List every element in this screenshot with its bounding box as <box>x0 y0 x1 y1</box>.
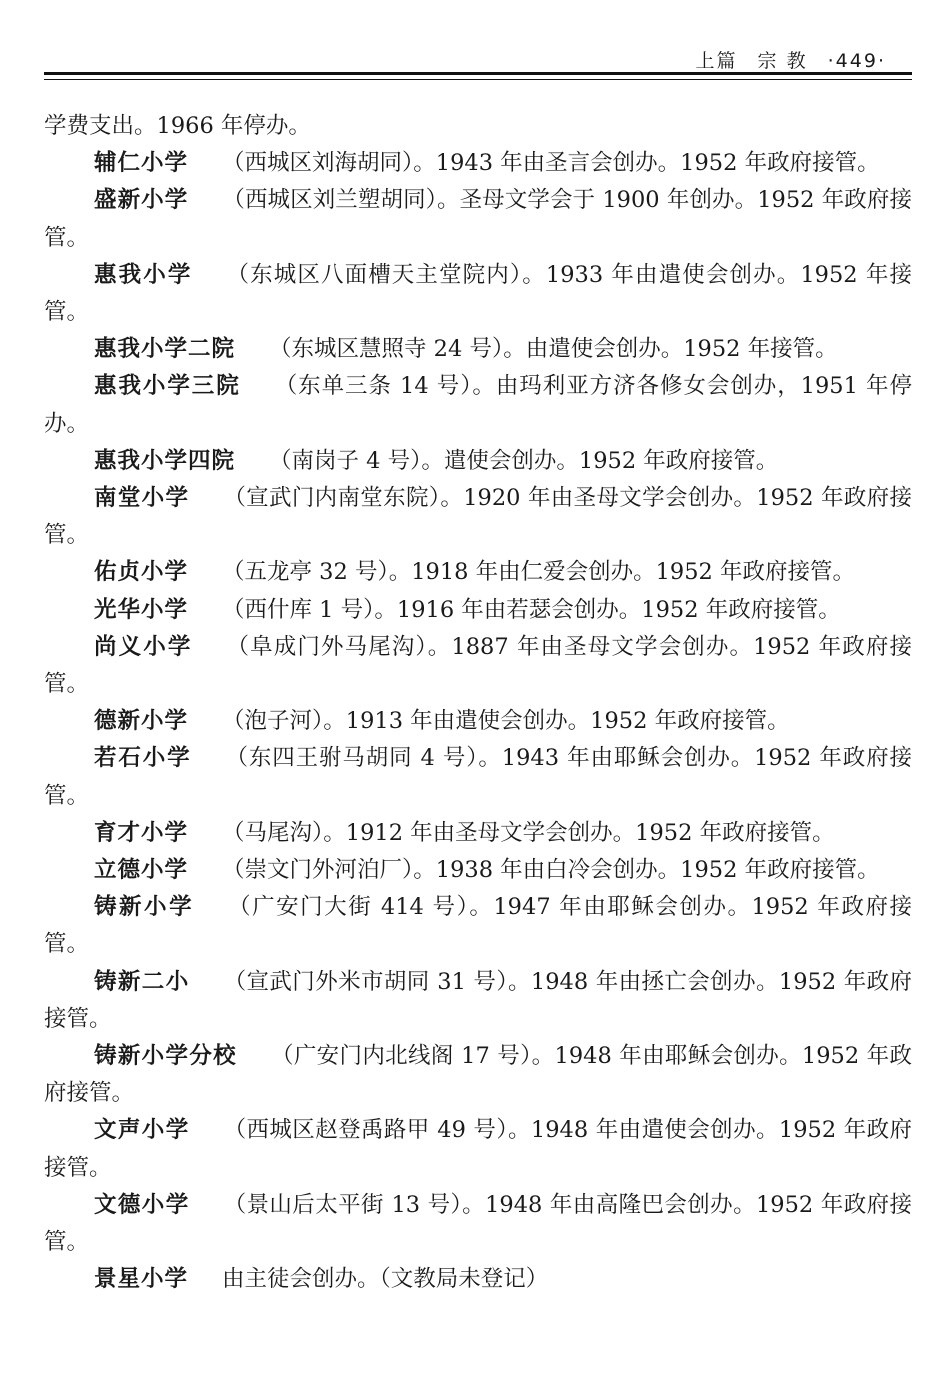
school-description: （西城区赵登禹路甲 49 号）。1948 年由遣使会创办。1952 年政府接管。 <box>44 1117 912 1181</box>
header-text <box>683 46 886 73</box>
school-name: 育才小学 <box>94 819 189 846</box>
school-description: （东四王驸马胡同 4 号）。1943 年由耶稣会创办。1952 年政府接管。 <box>44 745 912 809</box>
school-name: 辅仁小学 <box>94 150 189 177</box>
entry-paragraph <box>44 554 912 591</box>
entry-paragraph <box>44 703 912 740</box>
school-description: （东城区慧照寺 24 号）。由遣使会创办。1952 年接管。 <box>269 336 838 363</box>
school-name: 景星小学 <box>94 1266 189 1293</box>
school-name: 光华小学 <box>94 596 189 623</box>
school-description: （西城区刘海胡同）。1943 年由圣言会创办。1952 年政府接管。 <box>222 150 880 177</box>
school-name: 佑贞小学 <box>94 559 189 586</box>
school-description: （阜成门外马尾沟）。1887 年由圣母文学会创办。1952 年政府接管。 <box>44 633 912 698</box>
school-name: 铸新小学分校 <box>94 1043 237 1070</box>
school-name: 铸新小学 <box>94 894 195 921</box>
school-description: （宣武门内南堂东院）。1920 年由圣母文学会创办。1952 年政府接管。 <box>44 485 912 549</box>
school-description: （东城区八面槽天主堂院内）。1933 年由遣使会创办。1952 年接管。 <box>44 261 912 326</box>
school-name: 南堂小学 <box>94 485 190 512</box>
school-name: 若石小学 <box>94 745 192 772</box>
entry-paragraph <box>44 480 912 554</box>
entry-paragraph <box>44 368 912 442</box>
school-description: （南岗子 4 号）。遣使会创办。1952 年政府接管。 <box>269 447 779 474</box>
school-description: （西城区刘兰塑胡同）。圣母文学会于 1900 年创办。1952 年政府接管。 <box>44 187 912 251</box>
school-name: 铸新二小 <box>94 968 190 995</box>
entry-paragraph <box>44 740 912 814</box>
school-description: （五龙亭 32 号）。1918 年由仁爱会创办。1952 年政府接管。 <box>222 559 856 586</box>
header-chapter: 宗 教 <box>757 50 808 72</box>
school-description: （东单三条 14 号）。由玛利亚方济各修女会创办，1951 年停办。 <box>44 373 912 437</box>
page-number: ·449· <box>827 50 886 72</box>
header-rule-thin <box>44 79 912 80</box>
school-description: （宣武门外米市胡同 31 号）。1948 年由拯亡会创办。1952 年政府接管。 <box>44 968 912 1032</box>
entry-paragraph <box>44 852 912 889</box>
entry-paragraph <box>44 964 912 1038</box>
school-description: （泡子河）。1913 年由遣使会创办。1952 年政府接管。 <box>222 708 790 735</box>
header-rule-thick <box>44 72 912 75</box>
school-name: 文声小学 <box>94 1117 190 1144</box>
entry-paragraph <box>44 182 912 256</box>
entry-paragraph <box>44 889 912 963</box>
school-name: 惠我小学 <box>94 261 193 288</box>
entry-paragraph <box>44 1187 912 1261</box>
school-description: （西什库 1 号）。1916 年由若瑟会创办。1952 年政府接管。 <box>222 596 841 623</box>
school-description: （马尾沟）。1912 年由圣母文学会创办。1952 年政府接管。 <box>222 819 835 846</box>
entry-paragraph <box>44 443 912 480</box>
school-name: 德新小学 <box>94 708 189 735</box>
entry-paragraph <box>44 815 912 852</box>
school-name: 文德小学 <box>94 1191 190 1218</box>
school-description: 由主徒会创办。（文教局未登记） <box>222 1266 549 1293</box>
school-description: （广安门内北线阁 17 号）。1948 年由耶稣会创办。1952 年政府接管。 <box>44 1043 912 1107</box>
header-section: 上篇 <box>695 50 738 72</box>
entry-paragraph <box>44 1112 912 1186</box>
entry-paragraph <box>44 257 912 331</box>
entry-paragraph <box>44 592 912 629</box>
school-name: 尚义小学 <box>94 633 193 660</box>
school-name: 惠我小学四院 <box>94 447 236 474</box>
school-description: （景山后太平街 13 号）。1948 年由高隆巴会创办。1952 年政府接管。 <box>44 1191 912 1256</box>
page-body <box>44 108 912 1299</box>
school-name: 惠我小学二院 <box>94 336 236 363</box>
entry-paragraph <box>44 1261 912 1298</box>
school-name: 盛新小学 <box>94 187 189 214</box>
school-name: 惠我小学三院 <box>94 373 241 400</box>
entry-paragraph <box>44 145 912 182</box>
entry-paragraph <box>44 1038 912 1112</box>
school-description: （崇文门外河泊厂）。1938 年由白冷会创办。1952 年政府接管。 <box>222 857 880 884</box>
school-description: （广安门大街 414 号）。1947 年由耶稣会创办。1952 年政府接管。 <box>44 894 912 958</box>
school-name: 立德小学 <box>94 857 189 884</box>
intro-paragraph: 学费支出。1966 年停办。 <box>44 113 311 139</box>
entry-paragraph <box>44 629 912 703</box>
entry-paragraph <box>44 331 912 368</box>
running-header <box>44 44 912 72</box>
